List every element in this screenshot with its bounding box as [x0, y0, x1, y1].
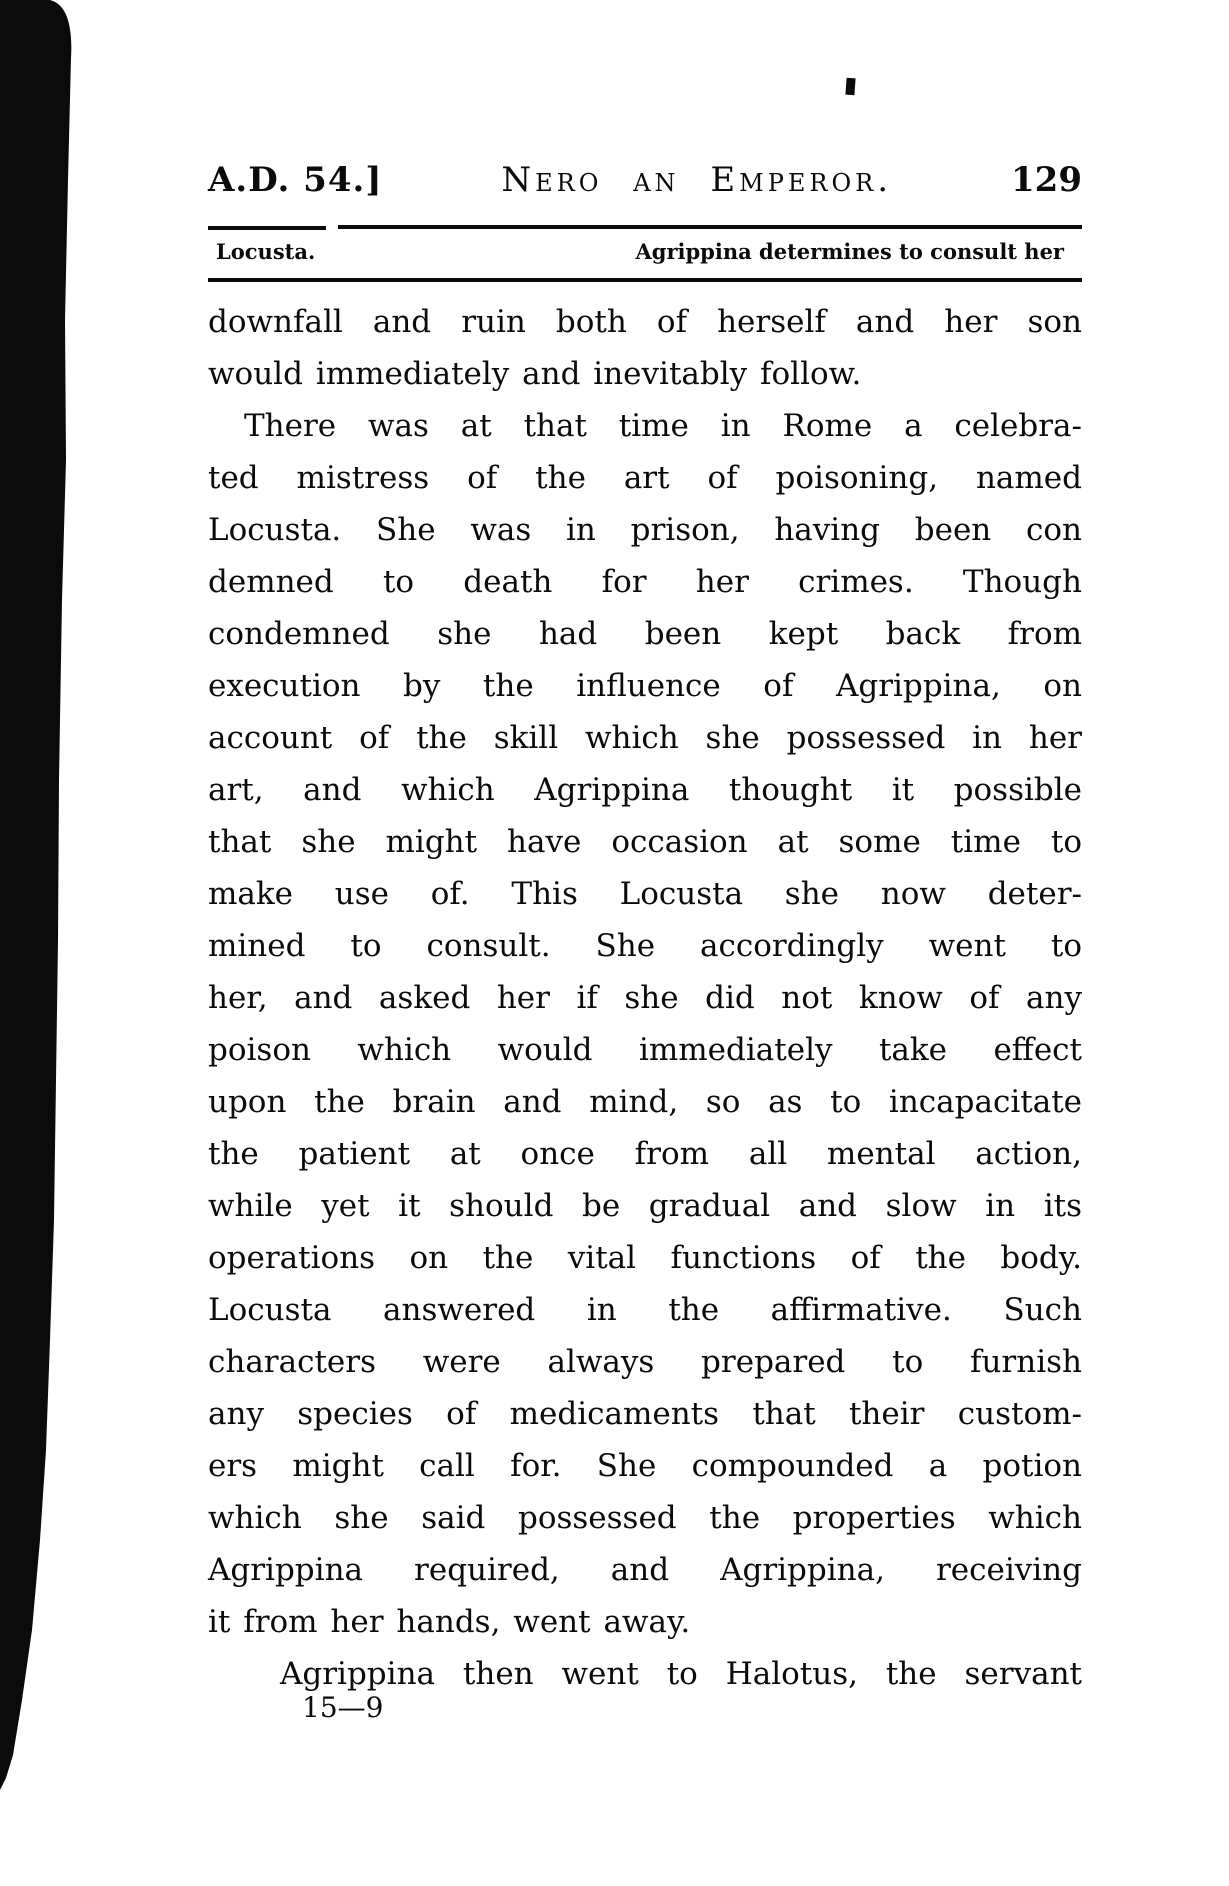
- text-line: that she might have occasion at some time to: [208, 824, 1082, 860]
- text-line: Locusta. She was in prison, having been con: [208, 512, 1082, 548]
- text-line: any species of medicaments that their custom-: [208, 1396, 1082, 1432]
- scan-gutter-artifact: [0, 0, 90, 1886]
- text-line: Agrippina required, and Agrippina, receiving: [208, 1552, 1082, 1588]
- text-line: while yet it should be gradual and slow in its: [208, 1188, 1082, 1224]
- text-line: Locusta answered in the affirmative. Such: [208, 1292, 1082, 1328]
- text-line: execution by the influence of Agrippina, on: [208, 668, 1082, 704]
- text-line: art, and which Agrippina thought it possible: [208, 772, 1082, 808]
- page-title: Nero an Emperor.: [501, 160, 893, 200]
- ink-speck: [845, 78, 855, 96]
- header-rule-left-segment: [208, 226, 326, 230]
- text-line: characters were always prepared to furnish: [208, 1344, 1082, 1380]
- text-line: her, and asked her if she did not know of any: [208, 980, 1082, 1016]
- running-head-left: Locusta.: [216, 239, 316, 264]
- page-header: [208, 156, 1082, 204]
- text-line: operations on the vital functions of the body.: [208, 1240, 1082, 1276]
- body-text: [208, 296, 1082, 1700]
- text-line: account of the skill which she possessed in her: [208, 720, 1082, 756]
- text-line: make use of. This Locusta she now deter-: [208, 876, 1082, 912]
- header-date-marginal: A.D. 54.]: [208, 160, 383, 200]
- running-head: [208, 237, 1082, 267]
- text-line: would immediately and inevitably follow.: [208, 356, 862, 392]
- page-number: 129: [1011, 160, 1082, 200]
- text-line: mined to consult. She accordingly went to: [208, 928, 1082, 964]
- running-head-right: Agrippina determines to consult her: [635, 239, 1064, 264]
- text-line: upon the brain and mind, so as to incapacitate: [208, 1084, 1082, 1120]
- text-line: Agrippina then went to Halotus, the servant: [280, 1656, 1082, 1692]
- text-line: condemned she had been kept back from: [208, 616, 1082, 652]
- text-line: the patient at once from all mental action,: [208, 1136, 1082, 1172]
- text-line: downfall and ruin both of herself and her son: [208, 304, 1082, 340]
- text-line: which she said possessed the properties which: [208, 1500, 1082, 1536]
- text-line: ers might call for. She compounded a potion: [208, 1448, 1082, 1484]
- header-rule-right-segment: [338, 225, 1082, 229]
- signature-mark: 15—9: [302, 1691, 384, 1724]
- text-line: it from her hands, went away.: [208, 1604, 691, 1640]
- text-line: poison which would immediately take effect: [208, 1032, 1082, 1068]
- text-line: There was at that time in Rome a celebra-: [244, 408, 1082, 444]
- text-line: demned to death for her crimes. Though: [208, 564, 1082, 600]
- running-head-rule: [208, 278, 1082, 282]
- text-line: ted mistress of the art of poisoning, named: [208, 460, 1082, 496]
